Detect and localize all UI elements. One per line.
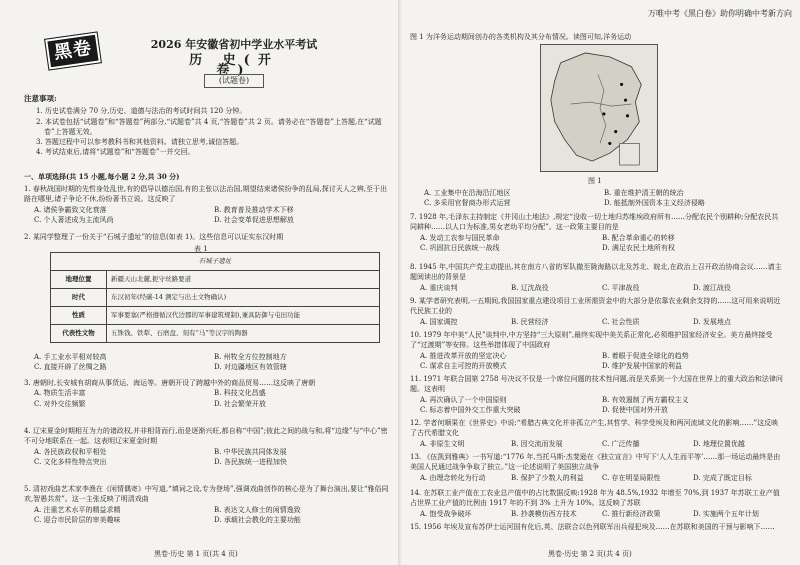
- table-row: [51, 325, 380, 343]
- option[interactable]: B. 州牧全方位控制地方: [214, 353, 287, 361]
- left-page: [14, 0, 394, 565]
- option[interactable]: D. 承载社会教化的主要功能: [214, 515, 301, 524]
- option[interactable]: D. 地理位置优越: [693, 439, 745, 448]
- question-stem: 7. 1928 年,毛泽东主持制定《井冈山土地法》,规定“没收一切土地归苏维埃政府所有……分配农民个别耕种;分配农民共同耕种……以人口为标准,男女老幼平均分配”。这一政策主要目的是: [410, 213, 779, 232]
- option[interactable]: C. 文化多样性特点突出: [34, 457, 107, 466]
- question-1: [24, 184, 394, 225]
- question-stem: 9. 某学者研究表明,一五期间,我国国家重点建设项目工业所需资金中的大部分是依靠农业剩余支持的……这可用来说明近代民族工业的: [410, 297, 781, 316]
- option[interactable]: C. 标志着中国外交工作重大突破: [420, 405, 521, 414]
- question-stem: 3. 唐朝时,长安城有胡商从事货运、海运等。唐朝开设了跨越中外的商品贸易……这反映了唐朝: [24, 379, 316, 387]
- note-item: 1. 历史试卷满分 70 分,历史、道德与法治的考试时间共 120 分钟。: [36, 107, 247, 116]
- page-fold: [398, 0, 402, 565]
- table-heading: 石城子遗址: [51, 253, 380, 271]
- option[interactable]: A. 饱受战争破坏: [420, 509, 472, 518]
- option[interactable]: A. 手工业水平相对较高: [34, 353, 107, 361]
- info-table: [50, 252, 380, 343]
- question-3: [24, 378, 394, 409]
- question-2: [24, 232, 394, 242]
- option[interactable]: D. 维护发展中国家的利益: [602, 361, 682, 370]
- question-stem: 1. 春秋战国时期的先哲身处乱世,有的倡导以德治国,有的主张以法治国,期望结束诸侯纷争的乱局,探讨天人之辨,至于出路在哪里,诸子争论不休,纷纷著书立说。这反映了: [24, 185, 388, 204]
- option[interactable]: B. 因交流而发展: [511, 439, 563, 448]
- question-stem: 11. 1971 年联合国第 2758 号决议不仅是一个席位问题的技术性问题,而是关系到一个大国在世界上的重大政治和法律问题。这表明: [410, 375, 783, 394]
- page-footer-left: 黑卷·历史 第 1 页(共 4 页): [154, 549, 238, 558]
- exam-notes: [24, 94, 394, 158]
- table-value: 五铢钱、铁犁、石磨盘、刻有“马”等汉字的陶器: [107, 325, 380, 343]
- option[interactable]: B. 有效遏制了两方霸权主义: [602, 395, 689, 404]
- brand-slogan: 万唯中考《黑白卷》助你明确中考新方向: [648, 9, 792, 18]
- option[interactable]: B. 民营经济: [511, 317, 549, 326]
- question-9: [410, 296, 784, 327]
- paper-label: (试题卷): [204, 74, 264, 88]
- table-label: 代表性文物: [51, 325, 107, 343]
- option[interactable]: A. 再次确认了一个中国原则: [420, 395, 507, 404]
- map-figure: [540, 44, 658, 172]
- option[interactable]: B. 科技文化昌盛: [214, 389, 266, 398]
- figure-caption: 图 1: [588, 177, 602, 185]
- option[interactable]: A. 重庆谈判: [420, 283, 458, 292]
- table-row: [51, 307, 380, 325]
- option[interactable]: B. 配合革命重心的转移: [602, 233, 675, 242]
- option[interactable]: A. 注重艺术水平的精益求精: [34, 505, 121, 514]
- question-6-options: [414, 188, 784, 209]
- note-item: 2. 本试卷包括“试题卷”和“答题卷”两部分,“试题卷”共 4 页,“答题卷”共 2 页。请务必在“答题卷”上答题,在“试题卷”上答题无效。: [36, 117, 382, 136]
- option[interactable]: D. 促使中国对外开放: [602, 405, 668, 414]
- table-row: [51, 289, 380, 307]
- question-stem: 2. 某同学整理了一份关于“石城子遗址”的信息(如表 1)。这些信息可以证实东汉时期: [24, 233, 284, 241]
- option[interactable]: A. 各民族政权和平相处: [34, 447, 107, 456]
- option[interactable]: B. 辽沈战役: [511, 283, 549, 292]
- question-stem: 13. 《伍凯到雅典》一书写道:“1776 年,当托马斯·杰斐逊在《独立宣言》中写下‘人人生而平等’……那一场运动最终是由美国人民通过战争争取了独立。”这一论述说明了美国独立战争: [410, 453, 781, 472]
- question-12: [410, 418, 784, 449]
- option[interactable]: B. 抄袭模仿西方技术: [511, 509, 577, 518]
- question-10: [410, 330, 784, 371]
- option[interactable]: D. 社会变革促进思想解放: [214, 215, 294, 224]
- option[interactable]: A. 物质生活丰富: [34, 389, 86, 398]
- option[interactable]: D. 各民族统一进程加快: [214, 457, 287, 466]
- option[interactable]: A. 由理念转化为行动: [420, 473, 486, 482]
- notes-heading: 注意事项:: [24, 94, 57, 103]
- option[interactable]: B. 着眼于促进全球化的趋势: [602, 351, 689, 360]
- question-8: [410, 262, 784, 293]
- question-stem: 12. 学者何顺果在《世界史》中说:“希腊古典文化并非孤立产生,其哲学、科学受埃及和两河流域文化的影响……”这反映了古代希腊文化: [410, 419, 779, 438]
- table-label: 时代: [51, 289, 107, 307]
- option[interactable]: D. 能抵制外国资本主义经济侵略: [604, 199, 705, 208]
- table-row: [51, 271, 380, 289]
- option[interactable]: A. 诸侯争霸致文化衰落: [34, 205, 107, 214]
- option[interactable]: D. 实施两个五年计划: [693, 509, 759, 518]
- note-item: 3. 答题过程中可以参考教科书和其他资料。请独立思考,诚信答题。: [36, 138, 244, 147]
- table-value: 军事要塞(严格遵循汉代边郡的军事建筑规制),兼具防御与屯田功能: [107, 307, 380, 325]
- table-label: 性质: [51, 307, 107, 325]
- question-14: [410, 488, 784, 519]
- page-footer-right: 黑卷·历史 第 2 页(共 4 页): [548, 550, 632, 558]
- option[interactable]: D. 发展地点: [693, 317, 731, 326]
- china-map-icon: [541, 45, 657, 171]
- section-heading: 一、单项选择(共 15 小题,每小题 2 分,共 30 分): [24, 172, 180, 181]
- option[interactable]: B. 表达文人修士的闲情逸致: [214, 505, 301, 514]
- option[interactable]: B. 教育普及推动学术下移: [214, 205, 294, 214]
- question-4: [24, 426, 394, 467]
- question-15: [410, 522, 784, 532]
- option[interactable]: C. 平津战役: [602, 283, 640, 292]
- option[interactable]: B. 保护了少数人的利益: [511, 473, 584, 482]
- option[interactable]: C. 迎合市民阶层的审美趣味: [34, 515, 121, 524]
- question-stem: 10. 1979 年中美“人民”谈判中,中方坚持“三大原则”,最终实现中美关系正常化,必须维护国家经济安全。美方最终接受了“过渡期”等安排。这些举措体现了中国政府: [410, 331, 773, 350]
- option[interactable]: D. 完成了既定目标: [693, 473, 752, 482]
- option[interactable]: D. 对边疆地区有效管辖: [214, 363, 287, 372]
- option[interactable]: D. 渡江战役: [693, 283, 731, 292]
- option[interactable]: C. 社会性质: [602, 317, 640, 326]
- option[interactable]: D. 满足农民土地所有权: [602, 243, 675, 252]
- exam-title: 2026 年安徽省初中学业水平考试: [150, 38, 318, 51]
- option[interactable]: D. 社会繁荣开放: [214, 399, 266, 408]
- table-label: 地理位置: [51, 271, 107, 289]
- table-value: 新疆天山北麓,扼守丝路要道: [107, 271, 380, 289]
- table-value: 东汉初年(经碳-14 测定与出土文物确认): [107, 289, 380, 307]
- note-item: 4. 考试结束后,请将“试题卷”和“答题卷”一并交回。: [36, 148, 195, 157]
- option[interactable]: C. 存在明显局限性: [602, 473, 661, 482]
- exam-subject: 历 史(开卷): [189, 53, 279, 79]
- question-6-stem: 图 1 为洋务运动期间创办的各类机构及其分布情况。读图可知,洋务运动: [410, 33, 632, 41]
- question-5: [24, 484, 394, 525]
- question-stem: 15. 1956 年埃及宣布苏伊士运河国有化后,英、法联合以色列联军出兵侵犯埃及……在苏联和美国的干预与影响下……: [410, 523, 775, 531]
- option[interactable]: C. 谋求自主可控的开放模式: [420, 361, 507, 370]
- question-11: [410, 374, 784, 415]
- table-caption: 表 1: [194, 245, 208, 253]
- black-paper-badge: 黑卷: [45, 33, 101, 70]
- option[interactable]: A. 工业集中在沿海沿江地区: [424, 189, 511, 197]
- option[interactable]: A. 非原生文明: [420, 439, 465, 448]
- question-stem: 14. 在苏联工业产值在工农业总产值中的占比数据反映:1928 年为 48.5%,1932 年增至 70%,到 1937 年苏联工业产值占世界工业产值的比例由 1917 年的不到 3% 上升为 10%。这反映了苏联: [410, 489, 780, 508]
- option[interactable]: A. 推进改革开放的坚定决心: [420, 351, 507, 360]
- option[interactable]: C. 巩固抗日民族统一战线: [420, 243, 500, 252]
- option[interactable]: C. 广泛传播: [602, 439, 640, 448]
- option[interactable]: C. 推行新经济政策: [602, 509, 661, 518]
- option[interactable]: C. 直接开辟了丝绸之路: [34, 363, 107, 372]
- option[interactable]: C. 多采用官督商办形式运营: [424, 199, 511, 208]
- question-13: [410, 452, 784, 483]
- option[interactable]: A. 国家调控: [420, 317, 458, 326]
- option[interactable]: C. 对外交往频繁: [34, 399, 86, 408]
- question-stem: 5. 清初戏曲艺术家李渔在《闲情偶寄》中写道,“填词之设,专为登场”,强调戏曲创作的核心是为了舞台演出,要让“雅俗同欢,智愚共赏”。这一主张反映了明清戏曲: [24, 485, 389, 504]
- option[interactable]: C. 个人著述成为主流风尚: [34, 215, 114, 224]
- option[interactable]: B. 中华民族共同体发展: [214, 447, 287, 456]
- question-stem: 8. 1945 年,中国共产党主动提出,其在南方八省的军队撤至陇海路以北及苏北、皖北,在政治上召开政治协商会议……请主题阅读出的背景是: [410, 263, 782, 282]
- option[interactable]: A. 发动工农参与国民革命: [420, 233, 500, 242]
- question-2-options: [24, 352, 394, 373]
- question-7: [410, 212, 784, 253]
- option[interactable]: B. 重在维护清王朝的统治: [604, 189, 684, 197]
- question-stem: 4. 辽宋夏金时期相互为力的诸政权,并非相背而行,而是逐渐兴旺,都自称“中国”;彼此之间的战与和,将“边缘”与“中心”密不可分地联系在一起。这表明辽宋夏金时期: [24, 427, 388, 446]
